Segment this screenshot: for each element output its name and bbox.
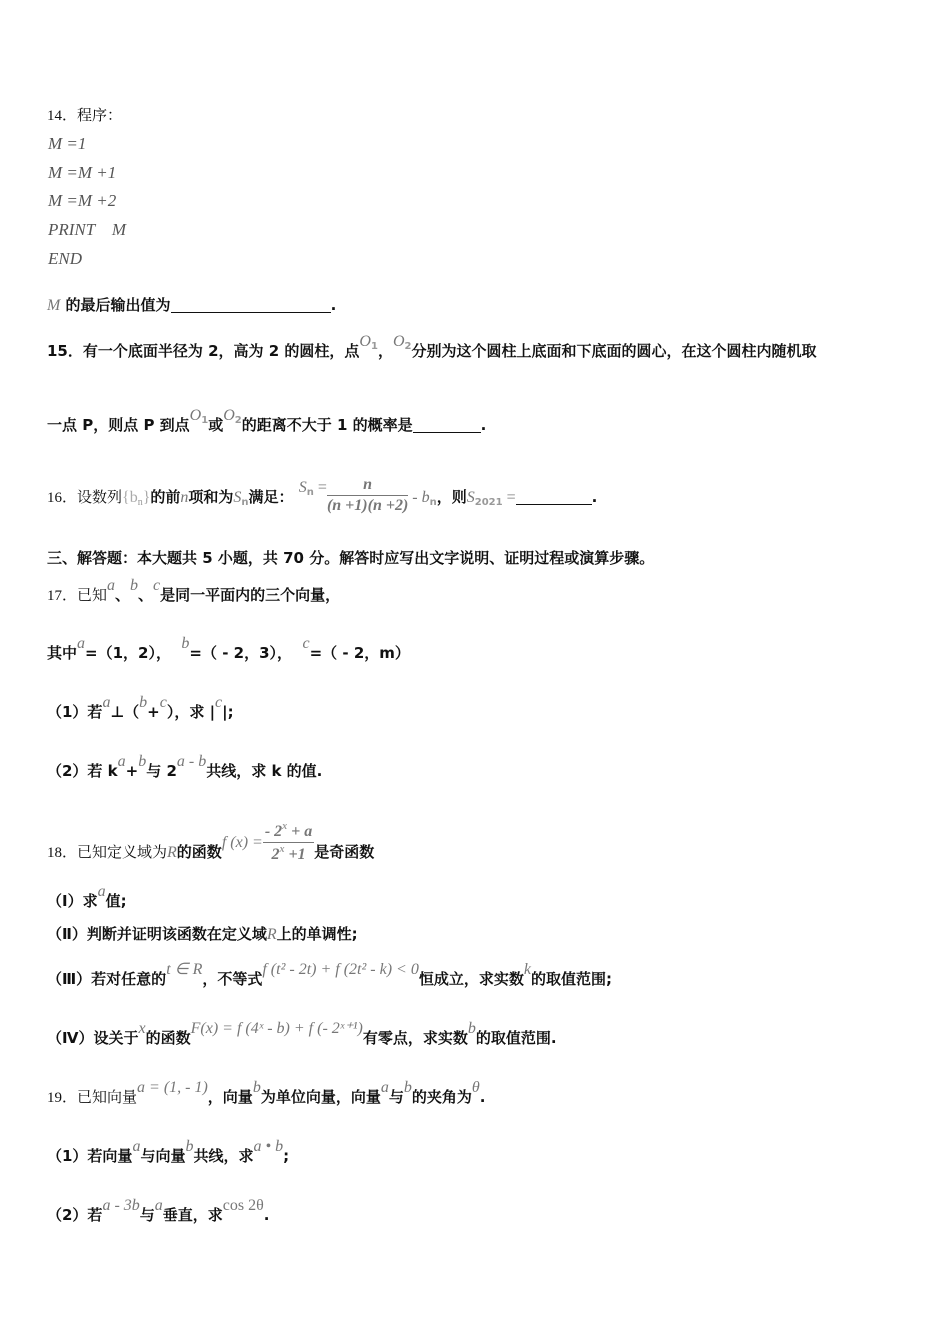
q14-answer-blank[interactable]: [171, 297, 331, 313]
q15-o2b: [223, 406, 242, 424]
q17-c2: c: [302, 635, 310, 652]
q17-p2-plus: +: [125, 762, 139, 780]
q15-o2-sub: 2: [404, 341, 412, 352]
q18-frac-den: [263, 843, 314, 864]
q19-p2-end: .: [263, 1206, 270, 1224]
q19-mid3: 的夹角为: [411, 1088, 472, 1106]
q17-p1-c: c: [159, 694, 167, 711]
q17-p1-b: b: [139, 694, 148, 711]
q16-mid: 的前: [150, 488, 181, 506]
q18-frac-num: [263, 821, 314, 843]
q19-mid: ，向量: [207, 1088, 253, 1106]
q17-p2-a: a: [117, 753, 126, 770]
q18-iv-Fx: F(x) = f (4ˣ - b) + f (- 2ˣ⁺¹): [190, 1020, 363, 1037]
q14-code-line-2: M =M +1: [48, 163, 117, 182]
q17-part-1: [47, 694, 234, 722]
q16-eq2: =: [502, 489, 516, 506]
q19-p2-pre: （2）若: [47, 1206, 103, 1224]
q18-i-a: a: [97, 883, 106, 900]
q17-p2-b: b: [138, 753, 147, 770]
q18-i-end: 值;: [105, 892, 127, 910]
q16-line: [47, 478, 597, 517]
q16-eq: =: [313, 479, 327, 496]
q18-pre: 18．已知定义域为: [47, 845, 168, 861]
q18-iii-mid2: 恒成立，求实数: [418, 970, 524, 988]
q19-mid2: 为单位向量，向量: [260, 1088, 381, 1106]
q16-frac-num: n: [327, 476, 408, 496]
q17-c-val: =（ - 2，m）: [309, 644, 410, 662]
q16-minus-b: - b: [408, 489, 430, 506]
q16-answer-blank[interactable]: [516, 489, 592, 505]
q15-o2b-letter: O: [223, 407, 235, 424]
q18-iv-x: x: [138, 1020, 146, 1037]
q17-b: b: [130, 577, 139, 594]
q17-pre: 17．已知: [47, 588, 108, 604]
q18-den-tail: +1: [284, 846, 306, 863]
q17-p2-mid: 与 2: [146, 762, 177, 780]
q19-p1-dot: a • b: [253, 1138, 284, 1155]
q18-fraction: [263, 821, 314, 864]
q14-tail: 的最后输出值为: [60, 296, 171, 314]
q17-p2-a2: a: [176, 753, 185, 770]
q14-code-line-1: M =1: [48, 134, 87, 153]
q19-part-2: [47, 1197, 270, 1225]
q18-iii-ineq: f (t² - 2t) + f (2t² - k) < 0: [262, 961, 419, 978]
q16-mid2: 项和为: [188, 488, 234, 506]
q18-mid: 的函数: [176, 843, 222, 861]
q15-o1b-sub: 1: [201, 415, 209, 426]
q18-fx: f (x) =: [221, 834, 263, 851]
q17-b2: b: [181, 635, 190, 652]
q14-var: M: [47, 297, 61, 314]
q16-eq-lhs: S: [298, 479, 307, 496]
q18-num-tail: + a: [287, 823, 313, 840]
q17-a-val: =（1，2），: [85, 644, 171, 662]
q19-p2-cos: cos 2θ: [222, 1197, 264, 1214]
q17-p1-c2: c: [215, 694, 223, 711]
q14-title-text: 14．程序：: [47, 108, 123, 124]
q14-title: [47, 104, 122, 125]
q15-end: .: [480, 416, 487, 434]
q18-iv-b: b: [467, 1020, 476, 1037]
q19-b2: b: [403, 1079, 412, 1096]
q15-o1-sub: 1: [370, 341, 378, 352]
q17-sep1: 、: [115, 586, 131, 604]
q16-S-sub: n: [241, 497, 249, 508]
q18-iv-end: 的取值范围.: [475, 1029, 557, 1047]
q16-mid4: ，则: [436, 488, 467, 506]
q18-iv-pre: （Ⅳ）设关于: [47, 1029, 139, 1047]
q15-text-a: 15．有一个底面半径为 2，高为 2 的圆柱，点: [47, 342, 360, 360]
q17-plus: +: [147, 703, 160, 721]
q19-b: b: [252, 1079, 261, 1096]
q19-p1-mid: 与向量: [140, 1147, 186, 1165]
q17-line2-pre: 其中: [47, 644, 78, 662]
q16-S: S: [233, 489, 242, 506]
q17-p2-minus: -: [184, 753, 199, 770]
q15-text-b: 分别为这个圆柱上底面和下底面的圆心，在这个圆柱内随机取: [411, 342, 817, 360]
q17-p2-b2: b: [198, 753, 207, 770]
q15-comma: ，: [377, 342, 393, 360]
q15-text-c: 一点 P，则点 P 到点: [47, 416, 190, 434]
q16-eq-lhs-sub: n: [306, 487, 314, 498]
q19-p2-a: a: [154, 1197, 163, 1214]
q14-end: .: [330, 296, 337, 314]
q16-fraction: [327, 476, 408, 515]
q19-end: .: [479, 1088, 486, 1106]
q15-answer-blank[interactable]: [413, 417, 481, 433]
q17-p2-pre: （2）若 k: [47, 762, 118, 780]
q17-a: a: [107, 577, 116, 594]
q17-part-2: [47, 753, 323, 781]
q18-part-i: [47, 883, 127, 911]
q19-theta: θ: [471, 1079, 480, 1096]
q18-part-iii: [47, 961, 612, 989]
q15-o1-letter: O: [359, 333, 371, 350]
q18-iii-pre: （Ⅲ）若对任意的: [47, 970, 167, 988]
q18-iv-mid: 的函数: [145, 1029, 191, 1047]
q16-seq-b: {b: [122, 489, 138, 506]
q17-tail: 是同一平面内的三个向量，: [160, 586, 341, 604]
q18-ii-end: 上的单调性;: [276, 925, 358, 943]
q15-line-2: [47, 407, 487, 436]
q16-S2021: S: [466, 489, 475, 506]
q18-part-iv: [47, 1020, 557, 1048]
q16-n: n: [180, 489, 189, 506]
q17-line-1: [47, 577, 341, 605]
q14-code-line-3: M =M +2: [48, 191, 117, 210]
q17-p2-end: 共线，求 k 的值.: [206, 762, 323, 780]
q19-p2-mid2: 垂直，求: [162, 1206, 223, 1224]
section-3-heading: 三、解答题：本大题共 5 小题，共 70 分。解答时应写出文字说明、证明过程或演算步骤。: [47, 549, 655, 567]
q14-code-line-4: PRINT M: [48, 220, 127, 239]
q19-pre: 19．已知向量: [47, 1090, 138, 1106]
q15-text-d: 的距离不大于 1 的概率是: [241, 416, 413, 434]
q15-o2: [393, 332, 412, 350]
q19-a: a: [380, 1079, 389, 1096]
q19-p2-a3b: a - 3b: [102, 1197, 140, 1214]
q19-p1-end: ;: [283, 1147, 290, 1165]
q18-i-pre: （Ⅰ）求: [47, 892, 98, 910]
q17-perp: ⊥（: [110, 703, 140, 721]
q18-ii-R: R: [266, 926, 277, 943]
q16-pre: 16．设数列: [47, 490, 123, 506]
q16-minus-b-sub: n: [429, 497, 437, 508]
q18-num: - 2: [264, 823, 283, 840]
q19-with: 与: [388, 1088, 404, 1106]
q18-den-sup: x: [279, 844, 285, 855]
q17-p1-mid: ），求 |: [166, 703, 216, 721]
q18-den: 2: [271, 846, 280, 863]
q18-iii-k: k: [523, 961, 531, 978]
q16-seq: [122, 489, 150, 506]
q15-o1b-letter: O: [189, 407, 202, 424]
q19-part-1: [47, 1138, 290, 1166]
q16-end: .: [591, 488, 598, 506]
q15-o1: [359, 332, 378, 350]
q19-p1-b: b: [185, 1138, 194, 1155]
q17-p1-a: a: [102, 694, 111, 711]
q17-sep2: 、: [138, 586, 154, 604]
q18-iv-mid2: 有零点，求实数: [362, 1029, 468, 1047]
q17-b-val: =（ - 2，3），: [189, 644, 293, 662]
q18-R: R: [167, 844, 177, 861]
q15-o2b-sub: 2: [234, 415, 242, 426]
q18-ii-text: （Ⅱ）判断并证明该函数在定义域: [47, 925, 267, 943]
q19-p1-pre: （1）若向量: [47, 1147, 133, 1165]
q15-or: 或: [208, 416, 224, 434]
q17-p1-end: |;: [222, 703, 234, 721]
q19-a-eq: a = (1, - 1): [137, 1079, 208, 1096]
q18-part-ii: [47, 923, 358, 944]
q18-iii-end: 的取值范围;: [530, 970, 612, 988]
q19-p2-mid: 与: [139, 1206, 155, 1224]
q19-line-1: [47, 1079, 486, 1107]
q18-line-1: [47, 821, 375, 874]
q16-mid3: 满足：: [248, 488, 294, 506]
q16-seq-sub: n: [137, 497, 143, 508]
q19-p1-mid2: 共线，求: [193, 1147, 254, 1165]
q14-question: [47, 294, 336, 315]
q18-num-sup: x: [282, 821, 288, 832]
q18-tail: 是奇函数: [314, 843, 375, 861]
q18-iii-mid: ，不等式: [202, 970, 263, 988]
q15-o2-letter: O: [392, 333, 405, 350]
q17-c: c: [153, 577, 161, 594]
q16-seq-close: }: [142, 489, 151, 506]
q19-p1-a: a: [132, 1138, 141, 1155]
q18-iii-tR: t ∈ R: [166, 961, 203, 978]
q16-S2021-sub: 2021: [474, 497, 503, 508]
q17-p1-pre: （1）若: [47, 703, 103, 721]
q15-o1b: [190, 406, 209, 424]
q14-code-line-5: END: [48, 249, 82, 268]
q15-line-1: [47, 333, 817, 362]
q16-frac-den: (n +1)(n +2): [326, 497, 409, 514]
q17-line-2: [47, 635, 410, 663]
q17-a2: a: [77, 635, 86, 652]
